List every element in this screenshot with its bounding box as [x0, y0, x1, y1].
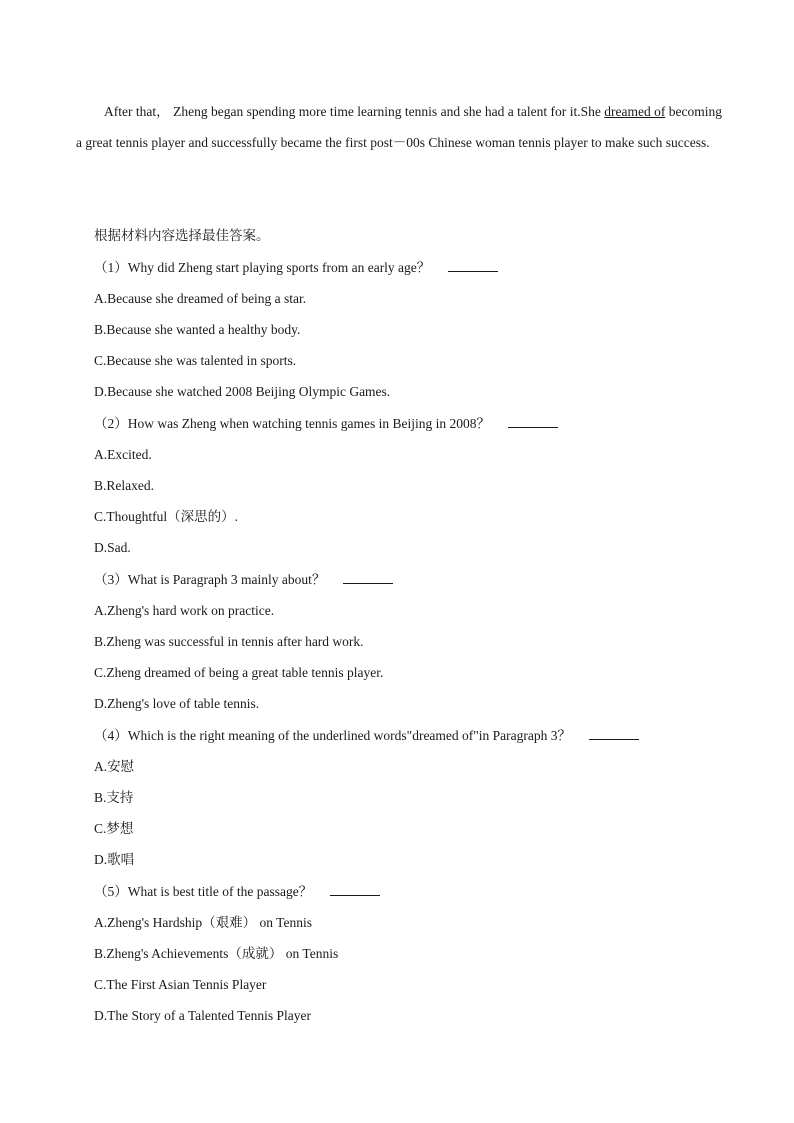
question-4-option-c: C.梦想 — [94, 821, 134, 836]
passage-text-after: becoming a great tennis player and successfully became the first post－00s Chinese woman tennis player to make such success. — [76, 104, 722, 150]
underlined-phrase: dreamed of — [604, 104, 666, 119]
question-1-option-c: C.Because she was talented in sports. — [94, 353, 297, 368]
question-prompt-text: （2）How was Zheng when watching tennis games in Beijing in 2008？ — [94, 416, 490, 431]
question-5-option-a: A.Zheng's Hardship（艰难） on Tennis — [94, 915, 312, 930]
question-4-prompt — [94, 725, 639, 747]
question-2-option-c: C.Thoughtful（深思的）. — [94, 509, 238, 524]
answer-blank — [343, 571, 393, 584]
question-4-option-b: B.支持 — [94, 790, 134, 805]
question-2-option-d: D.Sad. — [94, 540, 131, 555]
answer-blank — [448, 259, 498, 272]
passage-paragraph — [76, 96, 722, 158]
question-5-prompt — [94, 881, 380, 903]
question-2-prompt — [94, 413, 558, 435]
instruction-text: 根据材料内容选择最佳答案。 — [94, 228, 270, 243]
question-5-option-c: C.The First Asian Tennis Player — [94, 977, 267, 992]
question-3-prompt — [94, 569, 393, 591]
question-3-option-b: B.Zheng was successful in tennis after hard work. — [94, 634, 364, 649]
question-2-option-b: B.Relaxed. — [94, 478, 154, 493]
question-1-option-a: A.Because she dreamed of being a star. — [94, 291, 307, 306]
question-prompt-text: （3）What is Paragraph 3 mainly about？ — [94, 572, 326, 587]
question-5-option-d: D.The Story of a Talented Tennis Player — [94, 1008, 311, 1023]
question-3-option-c: C.Zheng dreamed of being a great table tennis player. — [94, 665, 384, 680]
question-3-option-d: D.Zheng's love of table tennis. — [94, 696, 260, 711]
question-prompt-text: （1）Why did Zheng start playing sports from an early age？ — [94, 260, 431, 275]
question-2-option-a: A.Excited. — [94, 447, 152, 462]
answer-blank — [508, 415, 558, 428]
question-prompt-text: （5）What is best title of the passage？ — [94, 884, 313, 899]
question-1-option-d: D.Because she watched 2008 Beijing Olympic Games. — [94, 384, 391, 399]
answer-blank — [589, 727, 639, 740]
question-3-option-a: A.Zheng's hard work on practice. — [94, 603, 275, 618]
question-1-option-b: B.Because she wanted a healthy body. — [94, 322, 301, 337]
question-prompt-text: （4）Which is the right meaning of the underlined words"dreamed of"in Paragraph 3？ — [94, 728, 572, 743]
answer-blank — [330, 883, 380, 896]
question-4-option-d: D.歌唱 — [94, 852, 135, 867]
question-4-option-a: A.安慰 — [94, 759, 135, 774]
passage-text-before: After that， Zheng began spending more time learning tennis and she had a talent for it.She — [104, 104, 605, 119]
question-5-option-b: B.Zheng's Achievements（成就） on Tennis — [94, 946, 339, 961]
question-1-prompt — [94, 257, 498, 279]
